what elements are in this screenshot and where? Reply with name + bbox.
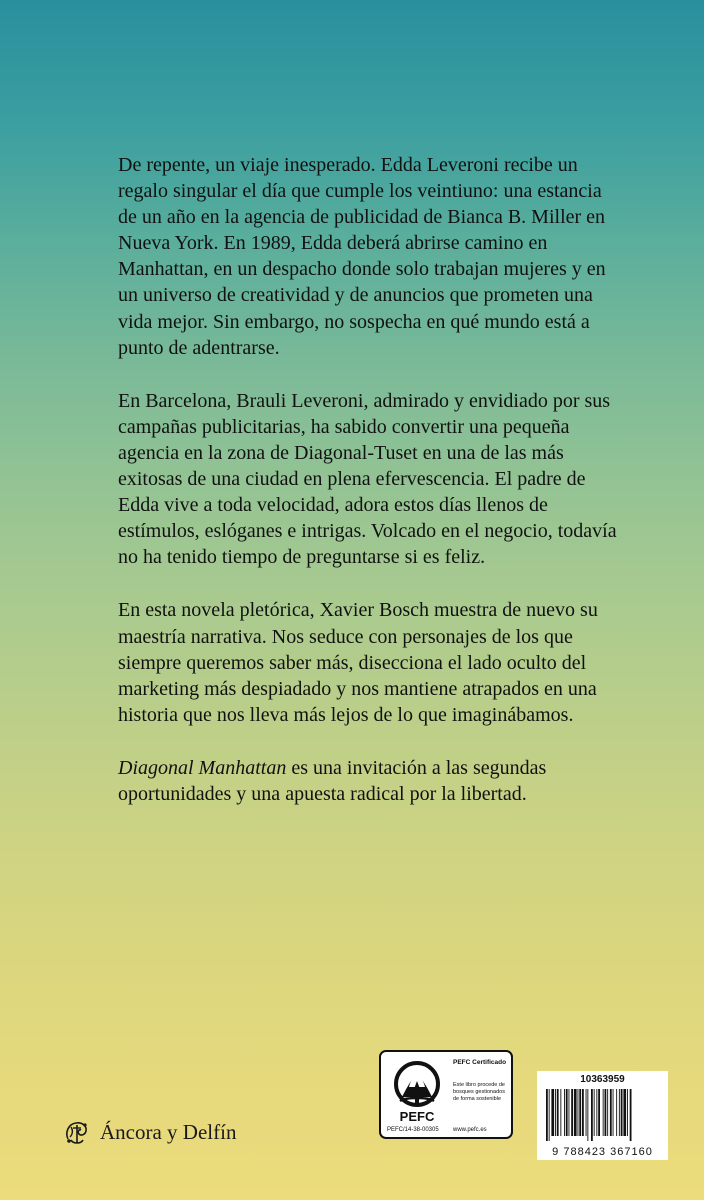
pefc-certified-text: PEFC Certificado	[453, 1059, 507, 1066]
barcode-bar	[596, 1089, 597, 1136]
pefc-certification-label	[379, 1050, 513, 1139]
barcode-bar	[607, 1089, 608, 1136]
barcode-bar	[605, 1089, 607, 1136]
pefc-website: www.pefc.es	[453, 1127, 487, 1133]
barcode-bar	[616, 1089, 617, 1136]
blurb-closing-text: es una invitación a las segundas oportunidades y una apuesta radical por la libertad.	[118, 756, 547, 805]
pefc-tree-logo-icon	[386, 1057, 448, 1125]
barcode-bar	[574, 1089, 577, 1136]
barcode-bar	[586, 1089, 587, 1136]
dolphin-anchor-logo-icon	[62, 1117, 92, 1147]
pefc-code: PEFC/14-38-00305	[387, 1127, 439, 1133]
barcode-bar	[546, 1089, 548, 1141]
barcode-bar	[569, 1089, 570, 1136]
isbn-barcode	[537, 1071, 668, 1160]
barcode-bar	[571, 1089, 573, 1136]
barcode-bar	[587, 1089, 588, 1141]
barcode-bar	[579, 1089, 581, 1136]
pefc-logo-text: PEFC	[399, 1109, 435, 1124]
barcode-bar	[566, 1089, 568, 1136]
pefc-description: Este libro procede de bosques gestionados de forma sostenible	[453, 1082, 505, 1102]
barcode-bar	[603, 1089, 604, 1136]
book-title: Diagonal Manhattan	[118, 756, 287, 779]
barcode-bar	[610, 1089, 612, 1136]
barcode-bar	[557, 1089, 559, 1136]
barcode-bar	[623, 1089, 626, 1136]
blurb-paragraph-3: En esta novela pletórica, Xavier Bosch muestra de nuevo su maestría narrativa. Nos seduce con personajes de los que siempre queremos saber más, disecciona el lado oculto del marketing más despiadado y nos mantiene atrapados en una historia que nos lleva más lejos de lo que imaginábamos.	[118, 599, 598, 726]
barcode-bar	[630, 1089, 632, 1141]
barcode-bar	[594, 1089, 595, 1136]
barcode-bar	[549, 1089, 550, 1141]
barcode-bar	[627, 1089, 628, 1136]
barcode-bars	[545, 1089, 660, 1141]
barcode-bar	[555, 1089, 556, 1136]
barcode-bar	[560, 1089, 561, 1136]
blurb-paragraph-1: De repente, un viaje inesperado. Edda Leveroni recibe un regalo singular el día que cumple los veintiuno: una estancia de un año en la agencia de publicidad de Bianca B. Miller en Nueva York. En 1989, Edda deberá abrirse camino en Manhattan, en un despacho donde solo trabajan mujeres y en un universo de creatividad y de anuncios que prometen una vida mejor. Sin embargo, no sospecha en qué mundo está a punto de adentrarse.	[118, 154, 606, 359]
back-cover-blurb	[118, 152, 618, 834]
blurb-paragraph-4	[118, 755, 618, 807]
barcode-bar	[598, 1089, 600, 1136]
publisher-name: Áncora y Delfín	[100, 1119, 237, 1144]
blurb-paragraph-2: En Barcelona, Brauli Leveroni, admirado y envidiado por sus campañas publicitarias, ha sabido convertir una pequeña agencia en la zona de Diagonal-Tuset en una de las más exitosas de una ciudad en plena efervescencia. El padre de Edda vive a toda velocidad, adora estos días llenos de estímulos, eslóganes e intrigas. Volcado en el negocio, todavía no ha tenido tiempo de preguntarse si es feliz.	[118, 389, 617, 569]
barcode-bar	[591, 1089, 593, 1141]
barcode-bar	[582, 1089, 584, 1136]
barcode-bar	[613, 1089, 614, 1136]
barcode-bar	[621, 1089, 623, 1136]
barcode-bar	[619, 1089, 620, 1136]
barcode-bar	[564, 1089, 565, 1136]
barcode-top-number: 10363959	[580, 1074, 625, 1085]
barcode-bar	[551, 1089, 554, 1136]
barcode-bar	[578, 1089, 579, 1136]
barcode-isbn-digits: 9 788423 367160	[552, 1146, 653, 1158]
publisher-imprint	[62, 1117, 236, 1147]
